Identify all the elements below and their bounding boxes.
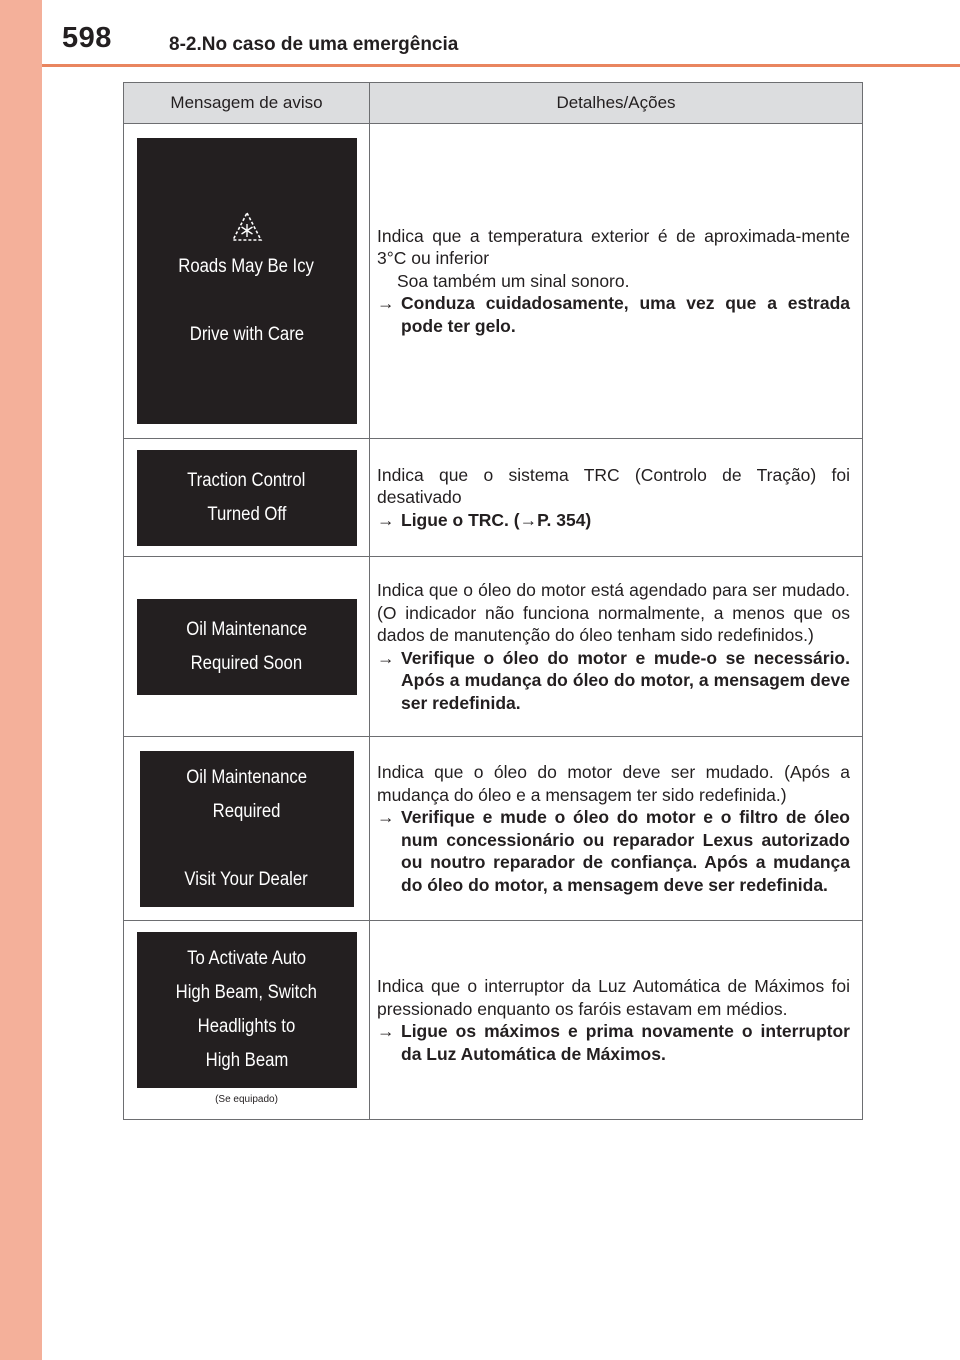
details-cell	[370, 124, 863, 439]
display-screen	[137, 450, 357, 546]
column-header-message: Mensagem de aviso	[124, 83, 370, 124]
action-text: → Ligue o TRC. (→P. 354)	[377, 509, 592, 530]
display-line: Drive with Care	[189, 324, 304, 345]
column-header-details: Detalhes/Ações	[370, 83, 863, 124]
arrow-icon: →	[377, 293, 395, 314]
message-cell	[124, 557, 370, 737]
arrow-icon: →	[377, 807, 395, 827]
table-row	[124, 439, 863, 557]
table-row	[124, 921, 863, 1120]
arrow-icon: →	[377, 1021, 395, 1041]
display-line: Visit Your Dealer	[184, 868, 309, 890]
chapter-title: 8-2.No caso de uma emergência	[169, 34, 459, 55]
chapter-side-strip	[0, 0, 42, 1360]
display-line: High Beam	[205, 1049, 288, 1071]
details-cell	[370, 439, 863, 557]
message-cell	[124, 921, 370, 1120]
display-line: Required	[212, 800, 281, 822]
display-screen	[137, 138, 357, 424]
display-screen	[137, 599, 357, 695]
display-screen	[140, 751, 354, 907]
description-text: Indica que o sistema TRC (Controlo de Tração) foi desativado	[377, 464, 850, 508]
message-cell	[124, 124, 370, 439]
page-number: 598	[62, 22, 112, 54]
header-rule	[42, 64, 960, 67]
table-row	[124, 124, 863, 439]
table-row	[124, 737, 863, 921]
display-screen	[137, 932, 357, 1088]
icy-road-icon	[230, 210, 264, 244]
action-text: → Conduza cuidadosamente, uma vez que a estrada pode ter gelo.	[377, 293, 850, 336]
display-line: Turned Off	[206, 503, 287, 525]
display-line: High Beam, Switch	[175, 981, 318, 1003]
page-header	[42, 0, 960, 66]
arrow-icon: →	[377, 647, 395, 668]
arrow-icon: →	[377, 509, 395, 530]
message-cell	[124, 439, 370, 557]
display-line: Oil Maintenance	[186, 766, 307, 788]
display-line: To Activate Auto	[187, 947, 306, 969]
details-cell	[370, 557, 863, 737]
sub-note: Soa também um sinal sonoro.	[397, 270, 630, 291]
description-text: Indica que o óleo do motor está agendado para ser mudado. (O indicador não funciona normalmente, a menos que os dados de manutenção do óleo tenham sido redefinidos.)	[377, 580, 850, 645]
display-line: Oil Maintenance	[186, 618, 307, 640]
footnote-if-equipped: (Se equipado)	[215, 1093, 278, 1105]
display-line: Traction Control	[187, 469, 306, 491]
display-line: Required Soon	[190, 652, 303, 674]
action-text: → Verifique e mude o óleo do motor e o filtro de óleo num concessionário ou reparador Lexus autorizado ou noutro reparador de confiança. Após a mudança do óleo do motor, a mensagem deve ser redefinida.	[377, 807, 850, 895]
warning-message-table	[123, 82, 863, 1120]
action-text: → Ligue os máximos e prima novamente o interruptor da Luz Automática de Máximos.	[377, 1021, 850, 1064]
display-line: Headlights to	[197, 1015, 296, 1037]
table-row	[124, 557, 863, 737]
description-text: Indica que o óleo do motor deve ser mudado. (Após a mudança do óleo e a mensagem ter sido redefinida.)	[377, 762, 850, 805]
display-line: Roads May Be Icy	[178, 256, 315, 277]
table-header-row	[124, 83, 863, 124]
details-cell	[370, 921, 863, 1120]
details-cell	[370, 737, 863, 921]
action-text: → Verifique o óleo do motor e mude-o se necessário. Após a mudança do óleo do motor, a mensagem deve ser redefinida.	[377, 647, 850, 713]
description-text: Indica que o interruptor da Luz Automática de Máximos foi pressionado enquanto os faróis estavam em médios.	[377, 976, 850, 1019]
description-text: Indica que a temperatura exterior é de aproximada-mente 3°C ou inferior	[377, 225, 850, 269]
message-cell	[124, 737, 370, 921]
